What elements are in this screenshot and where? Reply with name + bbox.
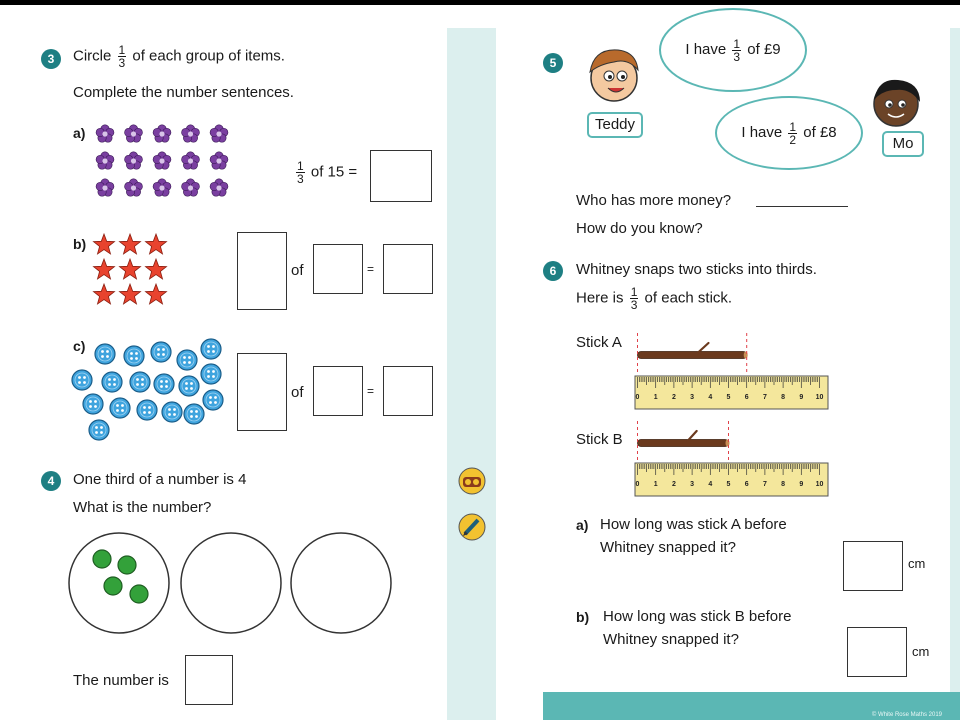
button-item[interactable] bbox=[137, 400, 157, 420]
q3b-equals: = bbox=[367, 262, 375, 276]
flower-item[interactable] bbox=[125, 125, 143, 142]
button-item[interactable] bbox=[184, 404, 204, 424]
star-item[interactable] bbox=[146, 234, 167, 254]
q6a-answer-box[interactable] bbox=[843, 541, 903, 591]
q3-intro-before: Circle bbox=[73, 47, 112, 65]
q3c-whole-box[interactable] bbox=[237, 353, 287, 431]
flower-item[interactable] bbox=[125, 179, 143, 196]
star-item[interactable] bbox=[146, 259, 167, 279]
star-item[interactable] bbox=[120, 259, 141, 279]
button-item[interactable] bbox=[179, 376, 199, 396]
ruler-number: 1 bbox=[653, 394, 658, 401]
button-item[interactable] bbox=[130, 372, 150, 392]
ruler-number: 3 bbox=[690, 481, 695, 488]
ruler-number: 5 bbox=[726, 481, 731, 488]
page-gutter bbox=[447, 28, 496, 720]
ruler-number: 9 bbox=[799, 394, 804, 401]
q6b-line2: Whitney snapped it? bbox=[603, 631, 739, 648]
flower-item[interactable] bbox=[96, 179, 114, 196]
mo-fraction bbox=[788, 121, 797, 146]
flower-item[interactable] bbox=[153, 179, 171, 196]
ruler-number: 10 bbox=[815, 394, 824, 401]
ruler-number: 3 bbox=[690, 394, 695, 401]
stick-a bbox=[638, 343, 748, 359]
q5-question2: How do you know? bbox=[576, 220, 703, 237]
q3-fraction bbox=[118, 44, 127, 69]
q3-part-c-label: c) bbox=[73, 338, 86, 354]
q6b-answer-box[interactable] bbox=[847, 627, 907, 677]
frac-num: 1 bbox=[118, 43, 126, 57]
ruler-number: 4 bbox=[708, 481, 713, 488]
q3-intro-after: of each group of items. bbox=[132, 47, 285, 65]
mo-avatar bbox=[866, 74, 930, 130]
frac-num: 1 bbox=[297, 159, 304, 173]
flower-item[interactable] bbox=[96, 125, 114, 142]
right-edge-strip bbox=[950, 28, 960, 720]
q5-answer-line[interactable] bbox=[756, 206, 848, 207]
button-item[interactable] bbox=[177, 350, 197, 370]
q3c-answer-box[interactable] bbox=[383, 366, 433, 416]
ruler-number: 9 bbox=[799, 481, 804, 488]
q3-line2: Complete the number sentences. bbox=[73, 84, 294, 101]
q3a-fraction bbox=[296, 160, 305, 185]
mo-name-tag: Mo bbox=[882, 131, 924, 157]
ruler-number: 5 bbox=[726, 394, 731, 401]
flower-item[interactable] bbox=[153, 152, 171, 169]
q6b-line1: How long was stick B before bbox=[603, 608, 792, 625]
stick-a-label: Stick A bbox=[576, 334, 622, 351]
q3-instruction bbox=[73, 44, 285, 69]
button-item[interactable] bbox=[83, 394, 103, 414]
ruler-number: 2 bbox=[671, 481, 676, 488]
q6-part-b-label: b) bbox=[576, 609, 590, 625]
q3c-of: of bbox=[291, 384, 304, 401]
ruler-a bbox=[635, 376, 828, 409]
q3a-answer-box[interactable] bbox=[370, 150, 432, 202]
q6b-unit: cm bbox=[912, 644, 930, 659]
ruler-number: 6 bbox=[744, 394, 749, 401]
buttons-group[interactable] bbox=[70, 336, 230, 446]
q3-part-b-label: b) bbox=[73, 236, 87, 252]
button-item[interactable] bbox=[102, 372, 122, 392]
q3a-sentence bbox=[294, 160, 357, 185]
flower-item[interactable] bbox=[182, 179, 200, 196]
frac-den: 3 bbox=[630, 298, 638, 312]
q4-circles bbox=[68, 527, 393, 641]
button-item[interactable] bbox=[151, 342, 171, 362]
teddy-avatar bbox=[580, 42, 646, 104]
stars-group[interactable] bbox=[92, 232, 172, 308]
q3b-fraction-box[interactable] bbox=[313, 244, 363, 294]
mo-speech-bubble bbox=[715, 96, 863, 170]
ruler-number: 4 bbox=[708, 394, 713, 401]
button-item[interactable] bbox=[201, 364, 221, 384]
q6-line1: Whitney snaps two sticks into thirds. bbox=[576, 261, 817, 278]
flower-item[interactable] bbox=[182, 152, 200, 169]
q3a-sentence-text: of 15 = bbox=[310, 163, 358, 181]
counter-item[interactable] bbox=[93, 550, 111, 568]
mo-says-before: I have bbox=[741, 124, 783, 141]
top-border bbox=[0, 0, 960, 5]
ruler-number: 0 bbox=[635, 394, 640, 401]
q6a-line1: How long was stick A before bbox=[600, 516, 787, 533]
frac-den: 3 bbox=[297, 172, 304, 186]
q6-line2 bbox=[576, 286, 732, 311]
flower-item[interactable] bbox=[210, 125, 228, 142]
star-item[interactable] bbox=[94, 234, 115, 254]
q3b-of: of bbox=[291, 262, 304, 279]
page-footer bbox=[543, 692, 960, 720]
frac-den: 3 bbox=[118, 56, 126, 70]
button-item[interactable] bbox=[110, 398, 130, 418]
counter-item[interactable] bbox=[130, 585, 148, 603]
question-5-badge: 5 bbox=[543, 53, 563, 73]
counter-item[interactable] bbox=[104, 577, 122, 595]
q4-line1: One third of a number is 4 bbox=[73, 471, 247, 488]
frac-num: 1 bbox=[630, 285, 638, 299]
q6a-unit: cm bbox=[908, 556, 926, 571]
button-item[interactable] bbox=[154, 374, 174, 394]
q3b-whole-box[interactable] bbox=[237, 232, 287, 310]
q3c-fraction-box[interactable] bbox=[313, 366, 363, 416]
q5-question1: Who has more money? bbox=[576, 192, 732, 209]
copyright: © White Rose Maths 2019 bbox=[871, 712, 942, 718]
flower-item[interactable] bbox=[210, 152, 228, 169]
button-item[interactable] bbox=[162, 402, 182, 422]
star-item[interactable] bbox=[120, 234, 141, 254]
part-circle-2[interactable] bbox=[181, 533, 281, 633]
star-item[interactable] bbox=[94, 259, 115, 279]
question-3-badge: 3 bbox=[41, 49, 61, 69]
ruler-number: 0 bbox=[635, 481, 640, 488]
part-circle-3[interactable] bbox=[291, 533, 391, 633]
ruler-number: 6 bbox=[744, 481, 749, 488]
teddy-says-before: I have bbox=[685, 41, 727, 58]
q6-line2-before: Here is bbox=[576, 289, 624, 307]
frac-num: 1 bbox=[789, 119, 797, 134]
teddy-fraction bbox=[732, 38, 741, 63]
q3-part-a-label: a) bbox=[73, 125, 86, 141]
reasoning-icon bbox=[457, 466, 487, 496]
flowers-group[interactable] bbox=[92, 122, 232, 204]
ruler-b bbox=[635, 463, 828, 496]
button-item[interactable] bbox=[201, 339, 221, 359]
q6a-line2: Whitney snapped it? bbox=[600, 539, 736, 556]
counter-item[interactable] bbox=[118, 556, 136, 574]
flower-item[interactable] bbox=[125, 152, 143, 169]
frac-den: 2 bbox=[789, 132, 797, 147]
rulers-figure bbox=[620, 325, 840, 503]
ruler-number: 10 bbox=[815, 481, 824, 488]
frac-den: 3 bbox=[733, 49, 741, 64]
ruler-number: 7 bbox=[762, 481, 767, 488]
button-item[interactable] bbox=[72, 370, 92, 390]
q6-fraction bbox=[630, 286, 639, 311]
teddy-says-after: of £9 bbox=[747, 41, 781, 58]
question-6-badge: 6 bbox=[543, 261, 563, 281]
star-item[interactable] bbox=[146, 284, 167, 304]
star-item[interactable] bbox=[94, 284, 115, 304]
button-item[interactable] bbox=[95, 344, 115, 364]
ruler-number: 7 bbox=[762, 394, 767, 401]
ruler-number: 8 bbox=[781, 394, 786, 401]
pencil-icon bbox=[457, 512, 487, 542]
flower-item[interactable] bbox=[153, 125, 171, 142]
mo-says-after: of £8 bbox=[803, 124, 837, 141]
q4-line2: What is the number? bbox=[73, 499, 212, 516]
flower-item[interactable] bbox=[96, 152, 114, 169]
button-item[interactable] bbox=[124, 346, 144, 366]
flower-item[interactable] bbox=[210, 179, 228, 196]
teddy-speech-bubble bbox=[659, 8, 807, 92]
button-item[interactable] bbox=[89, 420, 109, 440]
ruler-number: 1 bbox=[653, 481, 658, 488]
q6-line2-after: of each stick. bbox=[644, 289, 733, 307]
q3c-equals: = bbox=[367, 384, 375, 398]
ruler-number: 8 bbox=[781, 481, 786, 488]
flower-item[interactable] bbox=[182, 125, 200, 142]
button-item[interactable] bbox=[203, 390, 223, 410]
q6-part-a-label: a) bbox=[576, 517, 589, 533]
stick-b-label: Stick B bbox=[576, 431, 623, 448]
question-4-badge: 4 bbox=[41, 471, 61, 491]
stick-b bbox=[638, 431, 730, 447]
teddy-name-tag: Teddy bbox=[587, 112, 643, 138]
star-item[interactable] bbox=[120, 284, 141, 304]
frac-num: 1 bbox=[733, 36, 741, 51]
q4-answer-label: The number is bbox=[73, 672, 169, 689]
q3b-answer-box[interactable] bbox=[383, 244, 433, 294]
q4-answer-box[interactable] bbox=[185, 655, 233, 705]
ruler-number: 2 bbox=[671, 394, 676, 401]
